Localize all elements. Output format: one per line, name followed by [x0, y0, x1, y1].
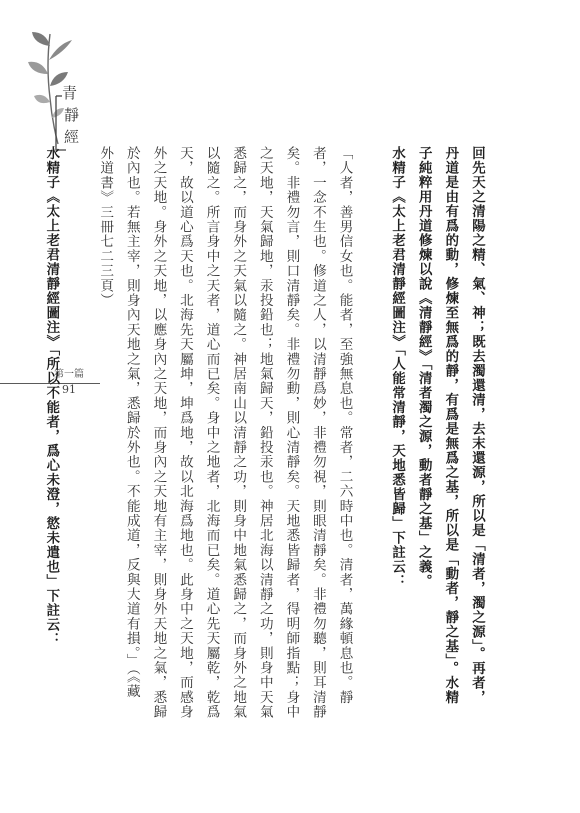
text-column: 之天地，天氣歸地，汞投鉛也；地氣歸天，鉛投汞也。神居北海以清靜之功，則身中天氣 [256, 146, 273, 720]
text-column: 子純粹用丹道修煉以說《清靜經》「清者濁之源，動者靜之基」之義。 [416, 146, 432, 589]
text-column: 悉歸之，而身外之天氣以隨之。神居南山以清靜之功，則身中地氣悉歸之，而身外之地氣 [230, 146, 247, 720]
text-column: 天，故以道心爲天也。北海先天屬坤，坤爲地，故以北海爲地也。此身中之天地，而感身 [176, 146, 193, 720]
page-number: 91 [62, 383, 76, 396]
logo-char-2: 靜 [64, 106, 80, 124]
logo-char-3: 經 [64, 128, 80, 146]
logo-char-1: 青 [62, 84, 78, 102]
text-column: 於內也。若無主宰，則身內天地之氣，悉歸於外也。不能成道，反與大道有損。」（《藏 [123, 146, 140, 699]
text-column: 水精子《太上老君清靜經圖注》「所以不能者，爲心未澄，慾未遣也」下註云： [43, 146, 59, 647]
logo-emblem [28, 26, 98, 156]
text-column: 以隨之。所言身中之天者，道心而已矣。身中之地者，北海而已矣。道心先天屬乾，乾爲 [203, 146, 220, 720]
text-column: 回先天之清陽之精、氣、神；既去濁還清，去末還源，所以是「清者，濁之源」。再者， [469, 146, 485, 705]
section-label: 第一篇 [54, 369, 84, 380]
text-column: 水精子《太上老君清靜經圖注》「人能常清靜，天地悉皆歸」下註云： [389, 146, 405, 589]
text-column: 外道書》三冊七二三頁） [97, 146, 114, 308]
text-column: 「人者，善男信女也。能者，至強無息也。常者，二六時中也。清者，萬緣頓息也。靜 [336, 146, 353, 705]
text-column: 外之天地。身外之天地，以應身內之天地，而身內之天地有主宰，則身外天地之氣，悉歸 [150, 146, 167, 720]
text-column: 者，一念不生也。修道之人，以清靜爲妙，非禮勿視，則眼清靜矣。非禮勿聽，則耳清靜 [309, 146, 326, 720]
text-column: 丹道是由有爲的動，修煉至無爲的靜，有爲是無爲之基，所以是「動者，靜之基」。水精 [442, 146, 458, 705]
text-column: 矣。非禮勿言，則口清靜矣。非禮勿動，則心清靜矣。天地悉皆歸者，得明師指點；身中 [283, 146, 300, 720]
